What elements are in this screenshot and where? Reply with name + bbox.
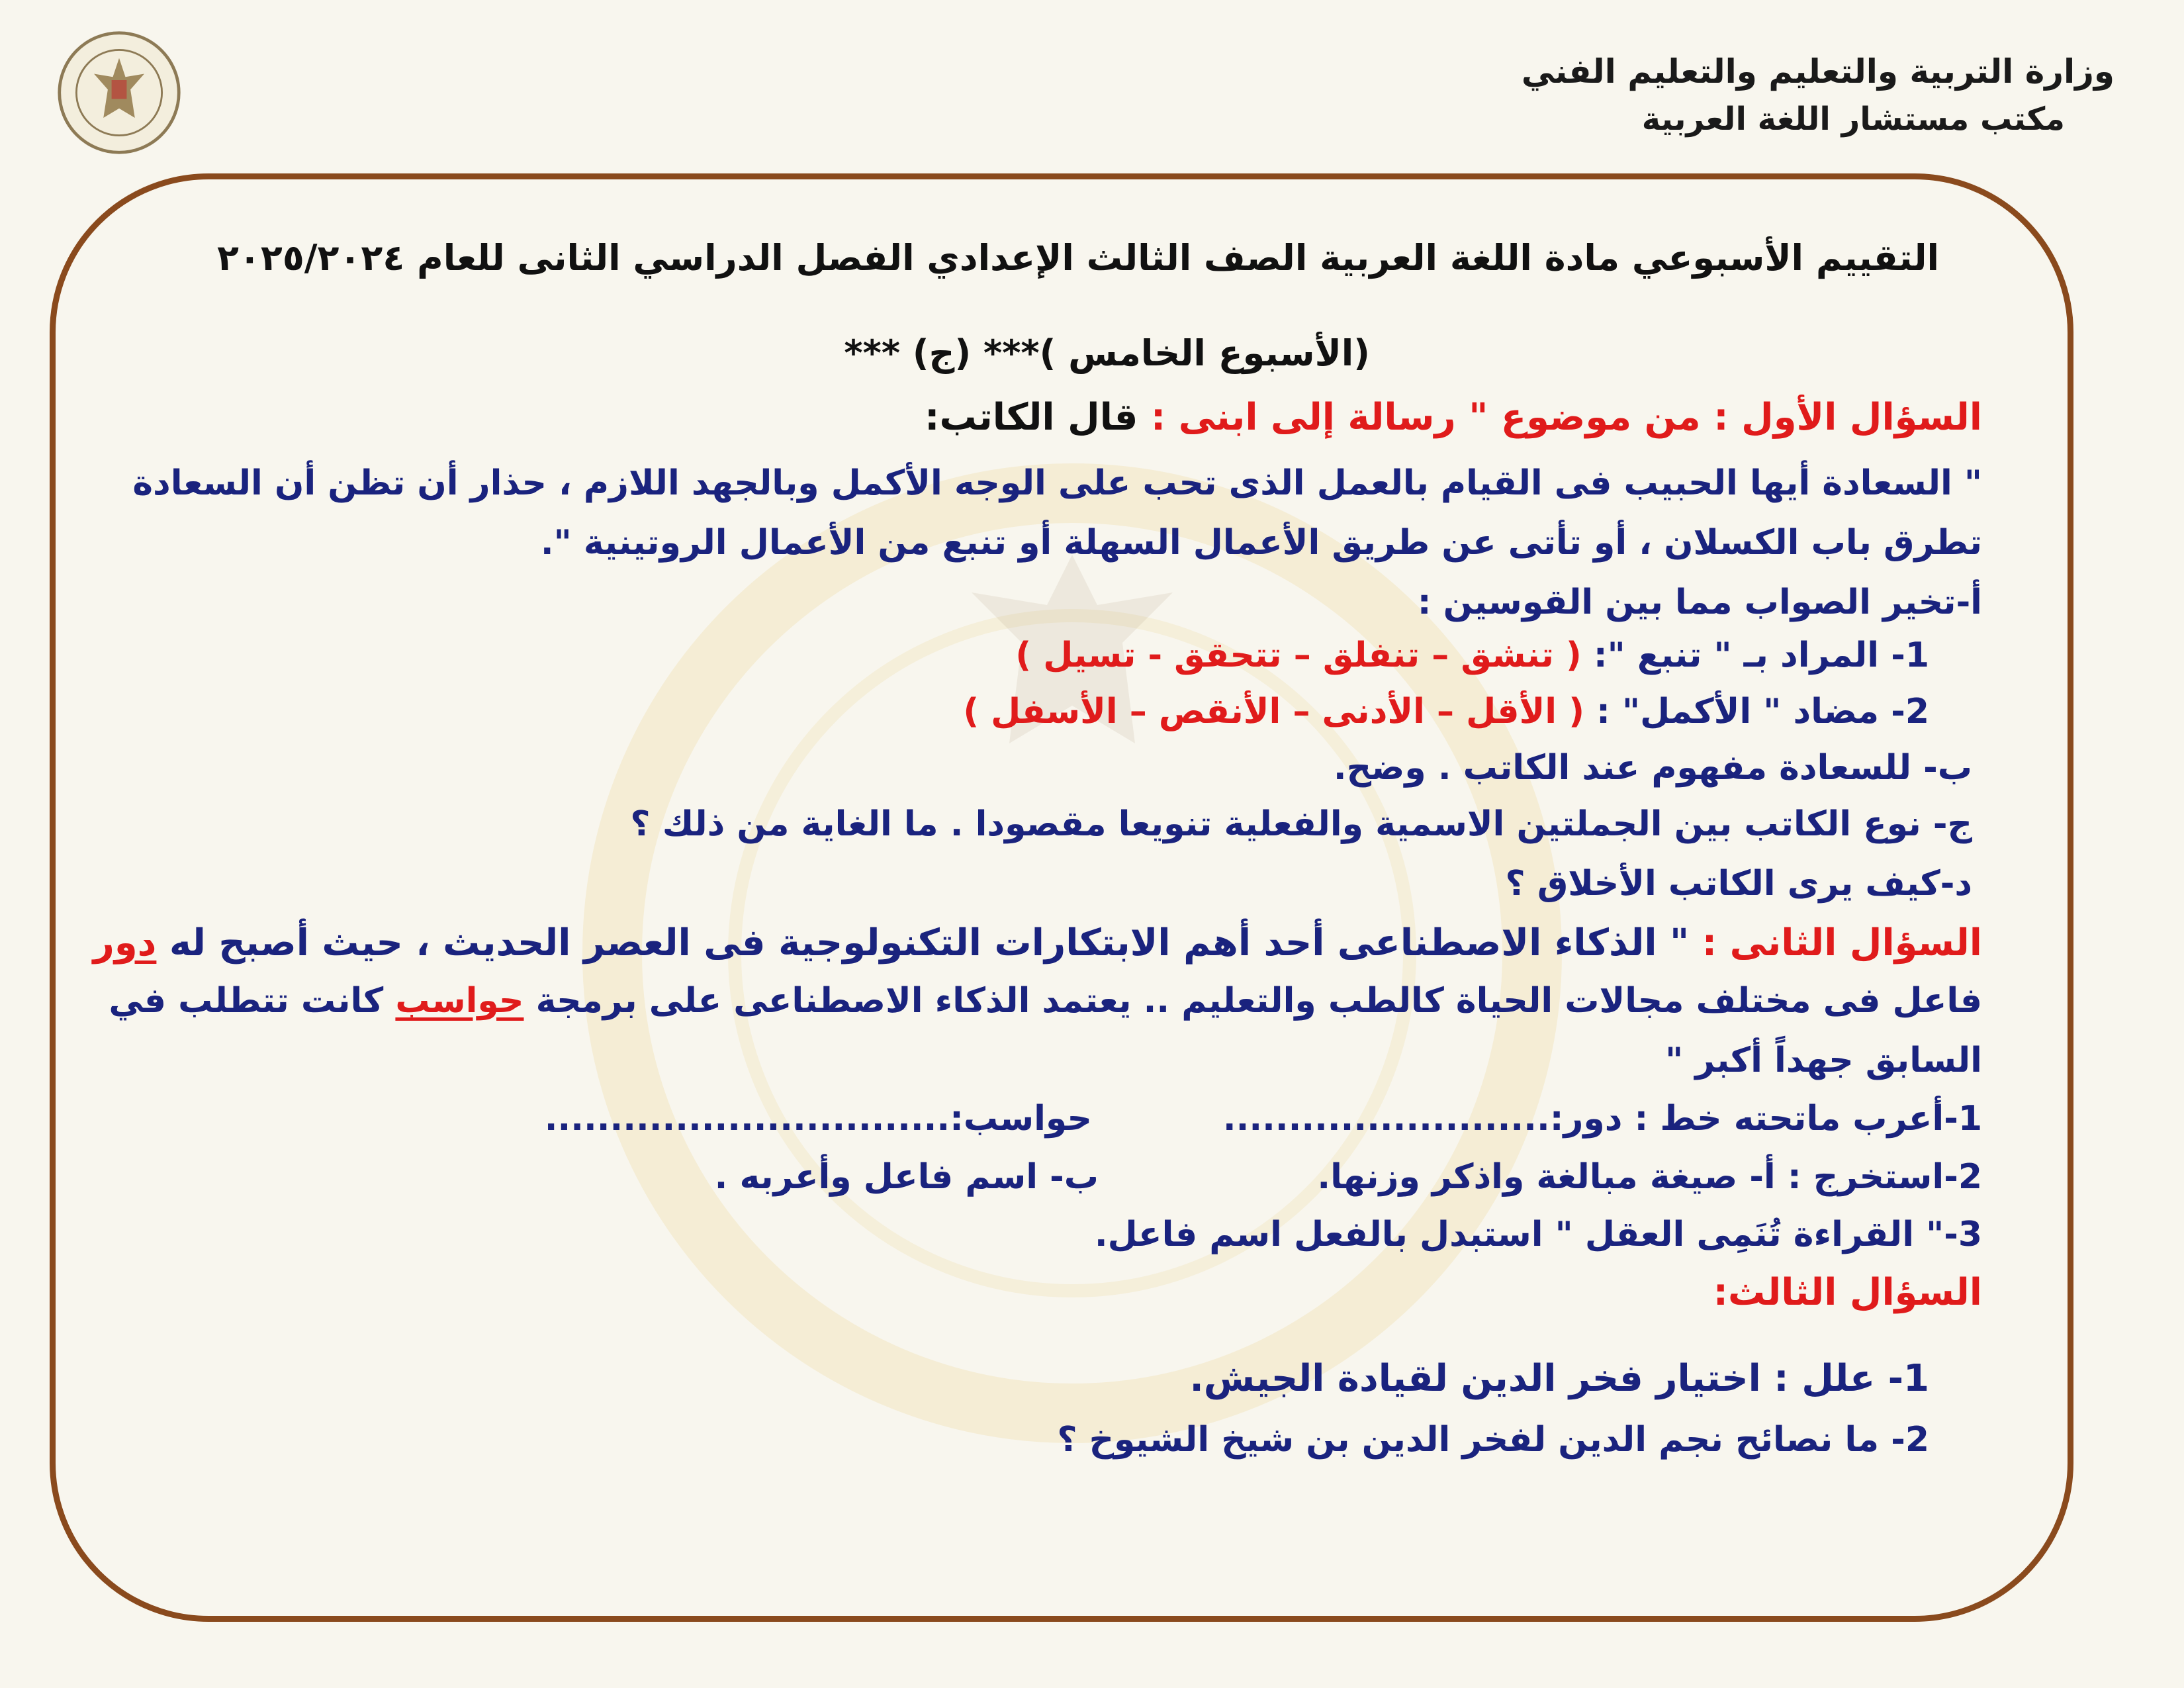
part-c: ج- نوع الكاتب بين الجملتين الاسمية والفعلية تنويعا مقصودا . ما الغاية من ذلك ؟	[630, 804, 1972, 844]
choice-item-1-label: 1- المراد بـ " تنبع ":	[1593, 635, 1929, 675]
ministry-header	[1522, 48, 2115, 143]
q2-item-1-b: حواسب:...............................	[544, 1099, 1092, 1139]
choice-item-2	[963, 692, 1929, 731]
week-label: (الأسبوع الخامس )*** (ج) ***	[844, 332, 1370, 374]
underlined-word-dawr: دور	[93, 921, 157, 964]
q3-item-1: 1- علل : اختيار فخر الدين لقيادة الجيش.	[1189, 1357, 1929, 1400]
part-b: ب- للسعادة مفهوم عند الكاتب . وضح.	[1333, 748, 1972, 788]
question-2-text-3: كانت تتطلب في	[109, 981, 384, 1021]
q2-item-2-b: ب- اسم فاعل وأعربه .	[714, 1157, 1099, 1197]
question-2-text-1: " الذكاء الاصطناعى أحد أهم الابتكارات التكنولوجية فى العصر الحديث ، حيث أصبح له	[169, 921, 1690, 964]
q2-item-3: 3-" القراءة تُنَمِى العقل " استبدل بالفعل اسم فاعل.	[1094, 1215, 1982, 1254]
part-d: د-كيف يرى الكاتب الأخلاق ؟	[1505, 864, 1972, 904]
question-2-line-3: السابق جهداً أكبر "	[1665, 1041, 1982, 1080]
part-a-instruction: أ-تخير الصواب مما بين القوسين :	[1417, 583, 1982, 622]
question-1-heading	[925, 396, 1982, 439]
question-3-heading: السؤال الثالث:	[1713, 1271, 1982, 1314]
exam-title: التقييم الأسبوعي مادة اللغة العربية الصف الثالث الإعدادي الفصل الدراسي الثانى للعام ٢٠٢٥/٢٠٢٤	[216, 237, 1939, 279]
ministry-seal-icon	[56, 30, 182, 156]
choice-item-2-options: ( الأقل – الأدنى – الأنقص – الأسفل )	[963, 692, 1585, 731]
choice-item-1-options: ( تنشق – تنفلق – تتحقق - تسيل )	[1015, 635, 1582, 675]
ministry-name: وزارة التربية والتعليم والتعليم الفني	[1521, 52, 2115, 91]
office-name: مكتب مستشار اللغة العربية	[1641, 101, 2065, 138]
question-2-line-1	[93, 921, 1982, 964]
q2-item-1: 1-أعرب ماتحته خط : دور:.........................	[1222, 1099, 1982, 1139]
passage-line-2: تطرق باب الكسلان ، أو تأتى عن طريق الأعمال السهلة أو تنبع من الأعمال الروتينية ".	[540, 523, 1982, 563]
choice-item-2-label: 2- مضاد " الأكمل" :	[1596, 692, 1929, 731]
q3-item-2: 2- ما نصائح نجم الدين لفخر الدين بن شيخ الشيوخ ؟	[1057, 1420, 1929, 1460]
question-2-text-2: فاعل فى مختلف مجالات الحياة كالطب والتعليم .. يعتمد الذكاء الاصطناعى على برمجة	[535, 981, 1982, 1021]
q2-item-2: 2-استخرج : أ- صيغة مبالغة واذكر وزنها.	[1317, 1157, 1982, 1197]
question-2-line-2	[109, 981, 1982, 1021]
passage-line-1: " السعادة أيها الحبيب فى القيام بالعمل الذى تحب على الوجه الأكمل وبالجهد اللازم ، حذار أن تظن أن السعادة	[132, 463, 1982, 503]
question-1-intro: قال الكاتب:	[925, 396, 1138, 439]
question-2-title: السؤال الثانى :	[1702, 921, 1982, 964]
question-1-title: السؤال الأول : من موضوع " رسالة إلى ابنى :	[1150, 396, 1982, 439]
underlined-word-hawasib: حواسب	[395, 981, 524, 1021]
choice-item-1	[1015, 635, 1929, 675]
